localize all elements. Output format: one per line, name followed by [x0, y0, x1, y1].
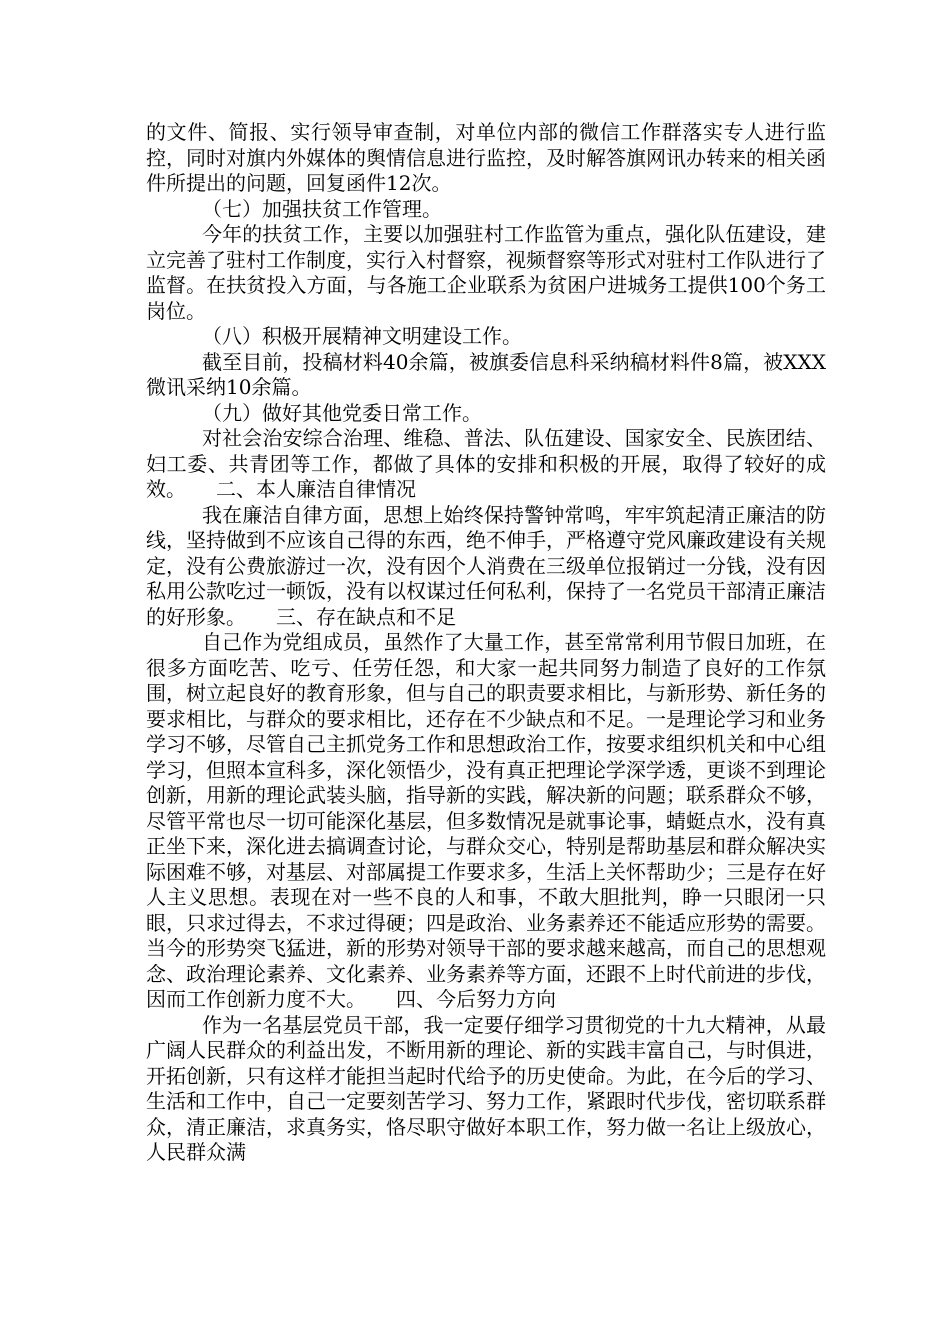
paragraph-shortcomings: 自己作为党组成员，虽然作了大量工作，甚至常常利用节假日加班，在很多方面吃苦、吃亏、任劳任怨，和大家一起共同努力制造了良好的工作氛围，树立起良好的教育形象，但与自己的职责要求相比，与新形势、新任务的要求相比，与群众的要求相比，还存在不少缺点和不足。一是理论学习和业务学习不够，尽管自己主抓党务工作和思想政治工作，按要求组织机关和中心组学习，但照本宣科多，深化领悟少，没有真正把理论学深学透，更谈不到理论创新，用新的理论武装头脑，指导新的实践，解决新的问题；联系群众不够，尽管平常也尽一切可能深化基层，但多数情况是就事论事，蜻蜓点水，没有真正坐下来，深化进去搞调查讨论，与群众交心，特别是帮助基层和群众解决实际困难不够，对基层、对部属提工作要求多，生活上关怀帮助少；三是存在好人主义思想。表现在对一些不良的人和事，不敢大胆批判，睁一只眼闭一只眼，只求过得去，不求过得硬；四是政治、业务素养还不能适应形势的需要。当今的形势突飞猛进，新的形势对领导干部的要求越来越高，而自己的思想观念、政治理论素养、文化素养、业务素养等方面，还跟不上时代前进的步伐，因而工作创新力度不大。 四、今后努力方向 — [146, 630, 826, 1011]
paragraph-future-direction: 作为一名基层党员干部，我一定要仔细学习贯彻党的十九大精神，从最广阔人民群众的利益出发，不断用新的理论、新的实践丰富自己，与时俱进，开拓创新，只有这样才能担当起时代给予的历史使命。为此，在今后的学习、生活和工作中，自己一定要刻苦学习、努力工作，紧跟时代步伐，密切联系群众，清正廉洁，求真务实，恪尽职守做好本职工作，努力做一名让上级放心，人民群众满 — [146, 1012, 826, 1164]
section-heading-other-work: （九）做好其他党委日常工作。 — [202, 400, 482, 425]
paragraph-spiritual-civilization: 截至目前，投稿材料40余篇，被旗委信息科采纳稿材料件8篇，被XXX微讯采纳10余篇。 — [146, 349, 826, 399]
paragraph-other-work: 对社会治安综合治理、维稳、普法、队伍建设、国家安全、民族团结、妇工委、共青团等工作，都做了具体的安排和积极的开展，取得了较好的成效。 二、本人廉洁自律情况 — [146, 426, 826, 501]
document-body — [146, 120, 826, 1166]
paragraph-continuation: 的文件、简报、实行领导审查制，对单位内部的微信工作群落实专人进行监控，同时对旗内外媒体的舆情信息进行监控，及时解答旗网讯办转来的相关函件所提出的问题，回复函件12次。 — [146, 120, 826, 195]
paragraph-integrity: 我在廉洁自律方面，思想上始终保持警钟常鸣，牢牢筑起清正廉洁的防线，坚持做到不应该自己得的东西，绝不伸手，严格遵守党风廉政建设有关规定，没有公费旅游过一次，没有因个人消费在三级单位报销过一分钱，没有因私用公款吃过一顿饭，没有以权谋过任何私利，保持了一名党员干部清正廉洁的好形象。 三、存在缺点和不足 — [146, 502, 826, 629]
section-heading-spiritual-civilization: （八）积极开展精神文明建设工作。 — [202, 324, 522, 348]
section-heading-poverty-alleviation: （七）加强扶贫工作管理。 — [202, 196, 442, 221]
paragraph-poverty-alleviation: 今年的扶贫工作，主要以加强驻村工作监管为重点，强化队伍建设，建立完善了驻村工作制度，实行入村督察，视频督察等形式对驻村工作队进行了监督。在扶贫投入方面，与各施工企业联系为贫困户进城务工提供100个务工岗位。 — [146, 222, 826, 323]
